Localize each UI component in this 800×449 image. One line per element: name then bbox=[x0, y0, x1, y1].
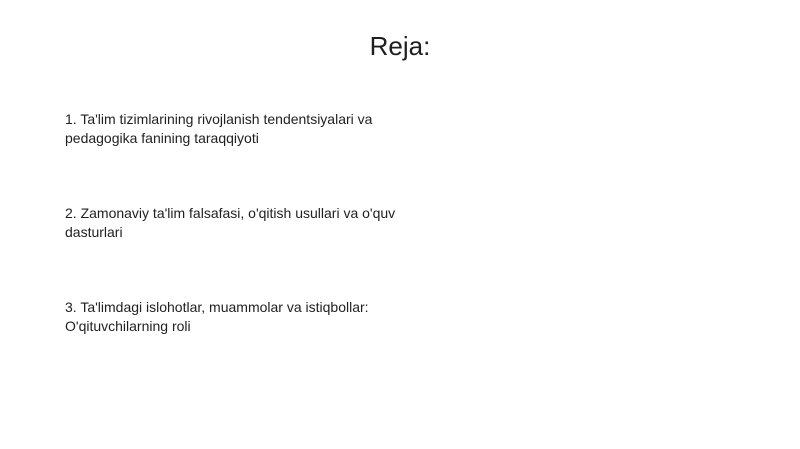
agenda-item-2-line-1: 2. Zamonaviy ta'lim falsafasi, o'qitish usullari va o'quv bbox=[65, 205, 396, 221]
slide-title: Reja: bbox=[369, 31, 431, 61]
agenda-item-1 bbox=[65, 110, 405, 148]
agenda-item-2-line-2: dasturlari bbox=[65, 224, 123, 240]
agenda-item-1-line-2: pedagogika fanining taraqqiyoti bbox=[65, 130, 259, 146]
agenda-item-3-line-2: O'qituvchilarning roli bbox=[65, 318, 191, 334]
agenda-item-3-line-1: 3. Ta'limdagi islohotlar, muammolar va istiqbollar: bbox=[65, 299, 369, 315]
agenda-item-3 bbox=[65, 298, 405, 336]
agenda-item-1-line-1: 1. Ta'lim tizimlarining rivojlanish tendentsiyalari va bbox=[65, 111, 373, 127]
agenda-item-2 bbox=[65, 204, 405, 242]
